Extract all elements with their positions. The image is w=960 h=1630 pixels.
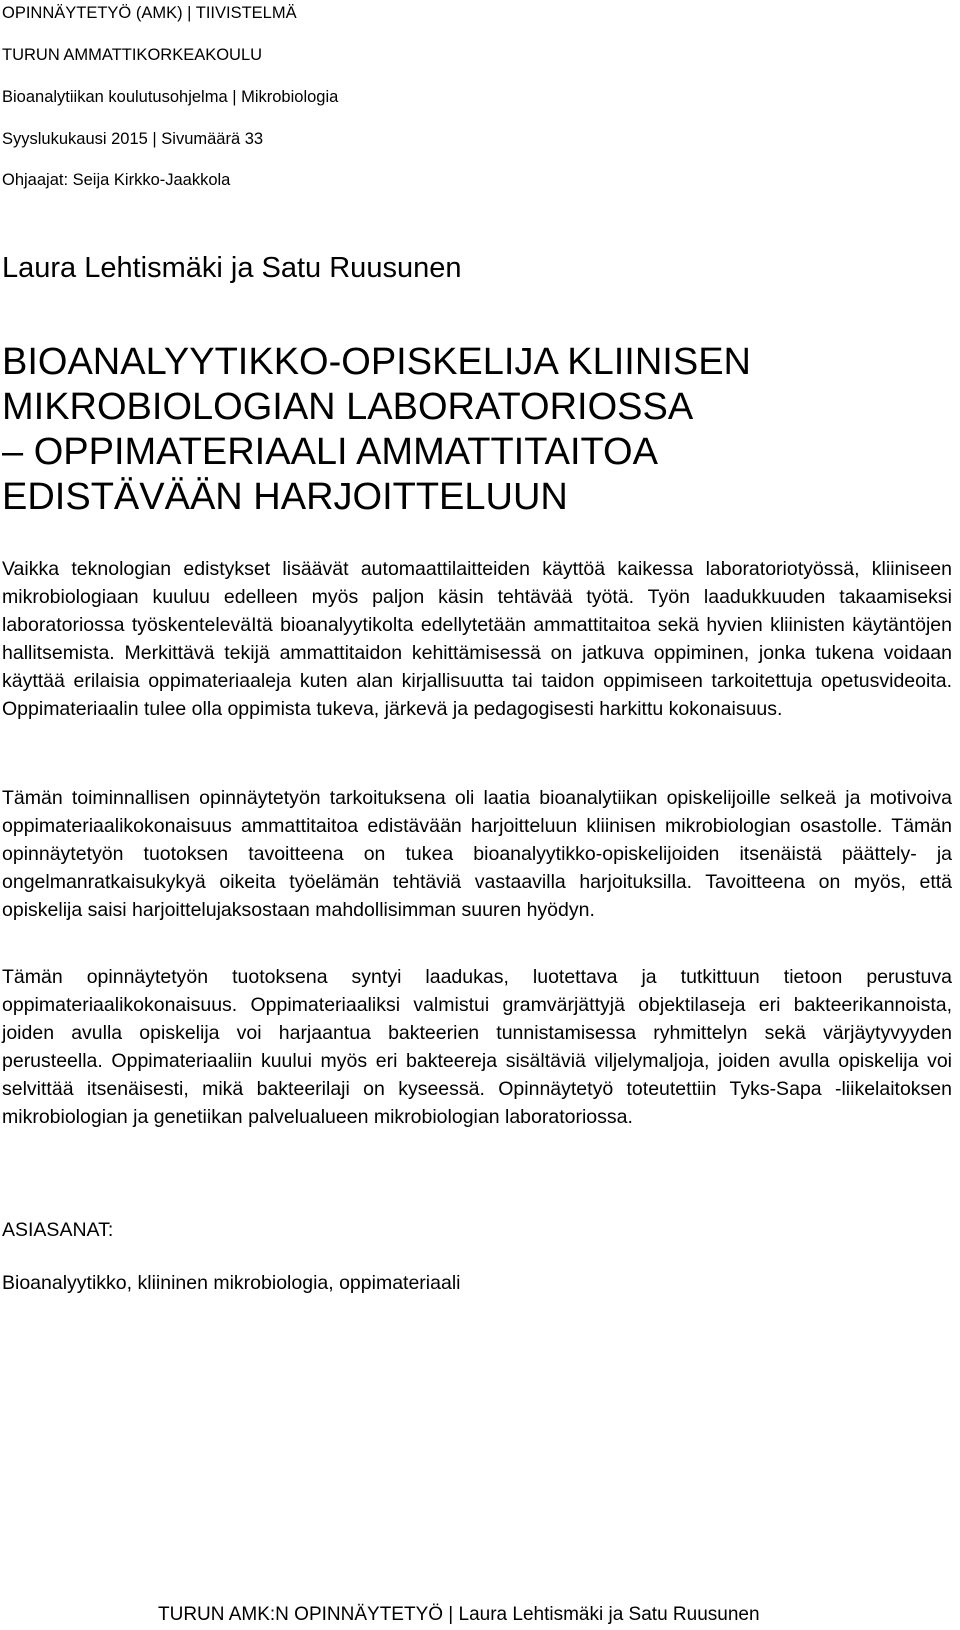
abstract-paragraph-2: Tämän toiminnallisen opinnäytetyön tarkoituksena oli laatia bioanalytiikan opiskelijoille selkeä ja motivoiva oppimateriaalikokonaisuus ammattitaitoa edistävään harjoitteluun kliinisen mikrobiologian osastolle. Tämän opinnäytetyön tuotoksen tavoitteena on tukea bioanalyytikko-opiskelijoiden itsenäistä päättely- ja ongelmanratkaisukykyä oikeita työelämän tehtäviä vastaavilla harjoituksilla. Tavoitteena on myös, että opiskelija saisi harjoittelujaksostaan mahdollisimman suuren hyödyn. [2, 787, 952, 921]
title-line: BIOANALYYTIKKO-OPISKELIJA KLIINISEN [2, 341, 751, 383]
keywords: Bioanalyytikko, kliininen mikrobiologia, oppimateriaali [2, 1272, 461, 1294]
abstract-paragraph-1: Vaikka teknologian edistykset lisäävät automaattilaitteiden käyttöä kaikessa laboratoriotyössä, kliiniseen mikrobiologiaan kuuluu edelleen myös paljon käsin tehtävää työtä. Työn laadukkuuden takaamiseksi laboratoriossa työskenteleväItä bioanalyytikolta edellytetään ammattitaitoa sekä hyvien kliinisten käytäntöjen hallitsemista. Merkittävä tekijä ammattitaidon kehittämisessä on jatkuva oppiminen, jonka tukena voidaan käyttää erilaisia oppimateriaaleja kuten alan kirjallisuutta tai taidon oppimiseen tarkoitettuja opetusvideoita. Oppimateriaalin tulee olla oppimista tukeva, järkevä ja pedagogisesti harkittu kokonaisuus. [2, 558, 952, 720]
document-type-line: OPINNÄYTETYÖ (AMK) | TIIVISTELMÄ [2, 4, 297, 22]
authors: Laura Lehtismäki ja Satu Ruusunen [2, 252, 462, 284]
keywords-label: ASIASANAT: [2, 1219, 114, 1241]
term-pages-line: Syyslukukausi 2015 | Sivumäärä 33 [2, 130, 264, 148]
title-line: MIKROBIOLOGIAN LABORATORIOSSA [2, 386, 694, 428]
title-line: EDISTÄVÄÄN HARJOITTELUUN [2, 476, 568, 518]
thesis-title [2, 340, 751, 520]
programme-line: Bioanalytiikan koulutusohjelma | Mikrobiologia [2, 88, 339, 106]
abstract-paragraph-3: Tämän opinnäytetyön tuotoksena syntyi laadukas, luotettava ja tutkittuun tietoon perustuva oppimateriaalikokonaisuus. Oppimateriaaliksi valmistui gramvärjättyjä objektilaseja eri bakteerikannoista, joiden avulla opiskelija voi harjaantua bakteerien tunnistamisessa ryhmittelyn sekä värjäytyvyyden perusteella. Oppimateriaaliin kuului myös eri bakteereja sisältäviä viljelymaljoja, joiden avulla opiskelija voi selvittää itsenäisesti, mikä bakteerilaji on kyseessä. Opinnäytetyö toteutettiin Tyks-Sapa -liikelaitoksen mikrobiologian ja genetiikan palvelualueen mikrobiologian laboratoriossa. [2, 966, 952, 1128]
page-footer: TURUN AMK:N OPINNÄYTETYÖ | Laura Lehtismäki ja Satu Ruusunen [158, 1604, 760, 1625]
title-line: – OPPIMATERIAALI AMMATTITAITOA [2, 431, 658, 473]
institution-line: TURUN AMMATTIKORKEAKOULU [2, 46, 263, 64]
supervisors-line: Ohjaajat: Seija Kirkko-Jaakkola [2, 171, 231, 189]
